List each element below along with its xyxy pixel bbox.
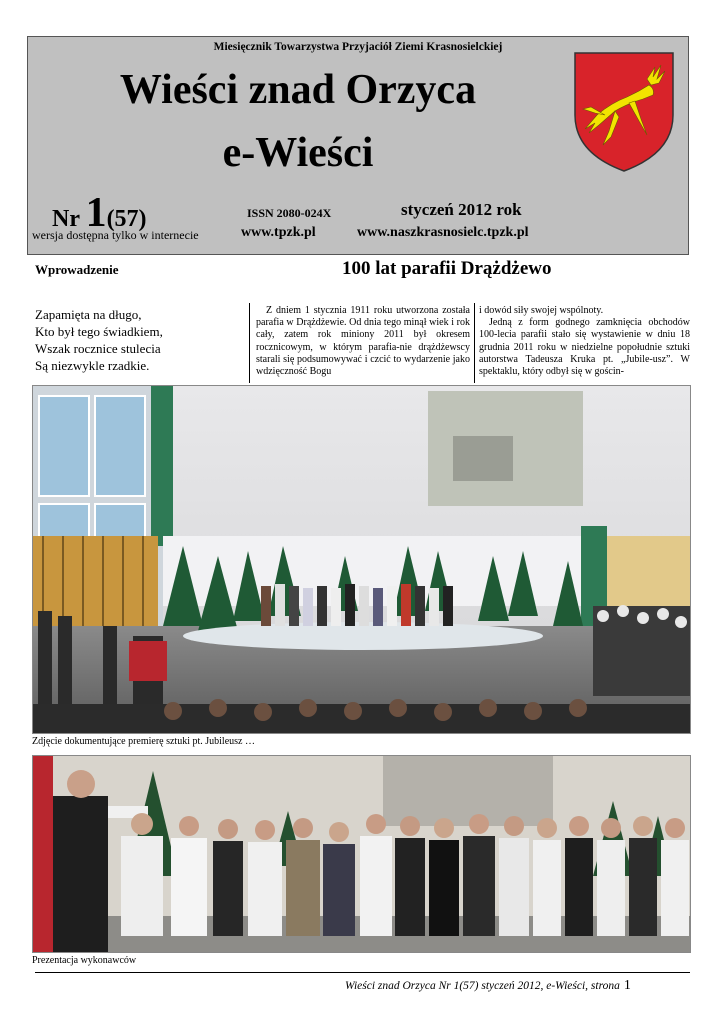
newspaper-title: Wieści znad Orzyca bbox=[119, 67, 477, 113]
poem-line: Kto był tego świadkiem, bbox=[35, 324, 163, 339]
photo-caption: Zdjęcie dokumentujące premierę sztuki pt. Jubileusz … bbox=[32, 736, 255, 747]
masthead bbox=[27, 36, 689, 255]
page-number: 1 bbox=[623, 978, 631, 993]
performers-photo bbox=[32, 755, 691, 953]
website-link[interactable]: www.tpzk.pl bbox=[241, 225, 316, 240]
issn: ISSN 2080-024X bbox=[247, 206, 332, 220]
intro-poem bbox=[35, 306, 163, 374]
column-divider bbox=[474, 303, 475, 383]
page-footer: Wieści znad Orzyca Nr 1(57) styczeń 2012, e-Wieści, strona 1 bbox=[345, 978, 631, 993]
section-label: Wprowadzenie bbox=[35, 262, 119, 277]
poem-line: Zapamięta na długo, bbox=[35, 307, 142, 322]
issue-number: Nr 1(57) bbox=[52, 190, 147, 236]
online-note: wersja dostępna tylko w internecie bbox=[32, 228, 199, 242]
website-link-secondary[interactable]: www.naszkrasnosielc.tpzk.pl bbox=[357, 225, 529, 240]
publisher-line: Miesięcznik Towarzystwa Przyjaciół Ziemi Krasnosielckiej bbox=[213, 41, 503, 53]
newspaper-subtitle: e-Wieści bbox=[222, 130, 374, 176]
poem-line: Są niezwykle rzadkie. bbox=[35, 358, 150, 373]
article-column-2 bbox=[479, 305, 690, 378]
article-paragraph: Z dniem 1 stycznia 1911 roku utworzona została parafia w Drążdżewie. Od dnia tego minął wiek i rok cały, zatem rok miniony 2011 był okresem rocznicowym, w którym parafia-nie drążdżewscy starali się podsumowywać i czcić to wydarzenie jako wdzięczność Bogu bbox=[256, 305, 470, 378]
premiere-photo bbox=[32, 385, 691, 734]
photo-caption: Prezentacja wykonawców bbox=[32, 955, 137, 966]
article-paragraph: Jedną z form godnego zamknięcia obchodów 100-lecia parafii stało się wystawienie w dniu 18 grudnia 2011 roku w niedzielne popołudnie sztuki autorstwa Tadeusza Kruka pt. „Jubile-usz”. W spektaklu, który odbył się w gościn- bbox=[479, 317, 690, 378]
poem-line: Wszak rocznice stulecia bbox=[35, 341, 161, 356]
article-column-1 bbox=[256, 305, 470, 378]
article-title: 100 lat parafii Drążdżewo bbox=[342, 258, 552, 279]
column-divider bbox=[249, 303, 250, 383]
issue-date: styczeń 2012 rok bbox=[401, 200, 522, 219]
stage-scene-image bbox=[33, 386, 691, 734]
article-paragraph: i dowód siły swojej wspólnoty. bbox=[479, 305, 604, 316]
footer-divider bbox=[35, 972, 690, 973]
coat-of-arms-icon bbox=[569, 45, 679, 175]
performers-scene-image bbox=[33, 756, 691, 953]
